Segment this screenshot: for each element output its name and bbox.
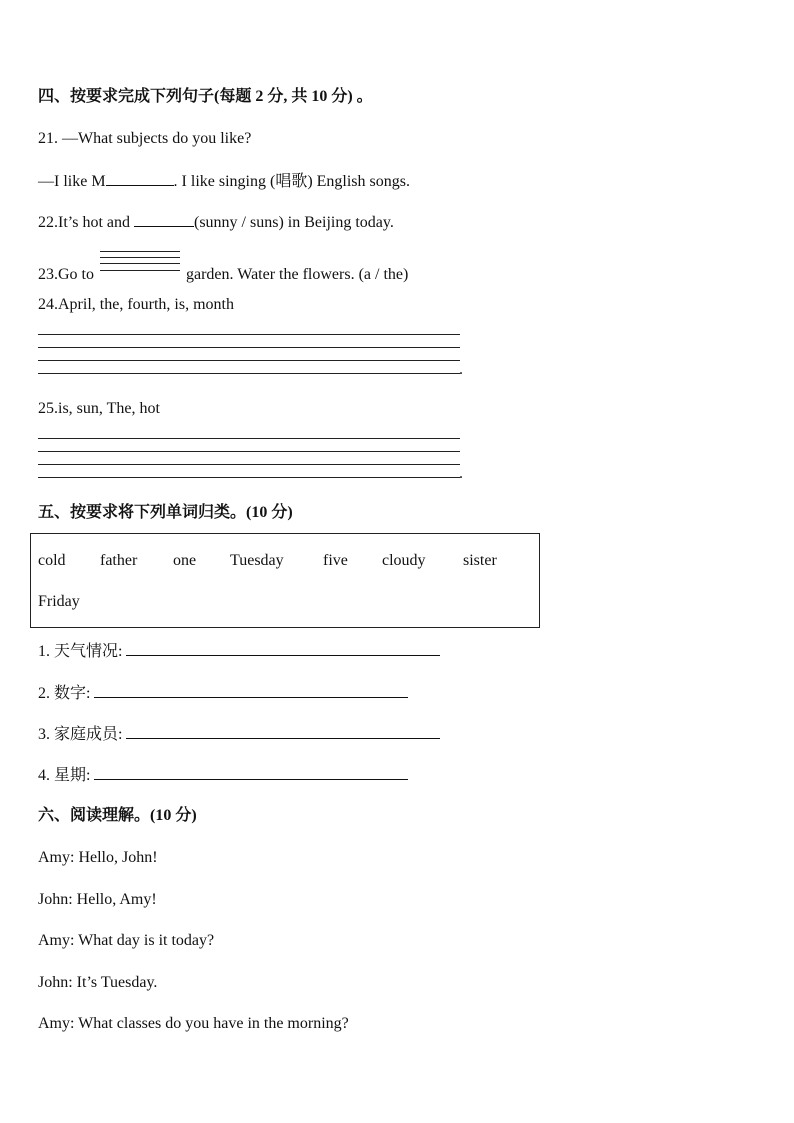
category-weather xyxy=(38,641,440,662)
question-23-text-b: garden. Water the flowers. (a / the) xyxy=(186,266,409,283)
category-label: 1. 天气情况: xyxy=(38,643,127,660)
word-one: one xyxy=(173,552,197,569)
word-friday: Friday xyxy=(38,593,80,610)
answer-line[interactable] xyxy=(38,347,460,348)
category-label: 2. 数字: xyxy=(38,685,95,702)
category-weekdays xyxy=(38,765,408,786)
answer-line[interactable] xyxy=(38,477,460,478)
dialogue-line: Amy: What classes do you have in the morning? xyxy=(38,1015,349,1032)
question-21-text-b: . I like singing (唱歌) English songs. xyxy=(173,173,410,190)
question-25: 25.is, sun, The, hot xyxy=(38,400,160,417)
word-sister: sister xyxy=(463,552,497,569)
question-22 xyxy=(38,212,394,233)
sentence-end-period: . xyxy=(459,361,463,378)
answer-line[interactable] xyxy=(38,360,460,361)
word-father: father xyxy=(100,552,138,569)
question-21-answer-line xyxy=(38,171,410,192)
dialogue-line: John: Hello, Amy! xyxy=(38,891,157,908)
question-22-text-b: (sunny / suns) in Beijing today. xyxy=(194,214,394,231)
answer-blank-stacked[interactable] xyxy=(100,259,180,285)
category-label: 4. 星期: xyxy=(38,767,95,784)
dialogue-line: John: It’s Tuesday. xyxy=(38,974,158,991)
question-23 xyxy=(38,259,408,285)
sentence-end-period: . xyxy=(459,465,463,482)
category-numbers xyxy=(38,683,408,704)
answer-line[interactable] xyxy=(38,464,460,465)
word-cold: cold xyxy=(38,552,66,569)
word-bank-box xyxy=(30,533,540,628)
question-21-prompt: 21. —What subjects do you like? xyxy=(38,130,252,147)
dialogue-line: Amy: What day is it today? xyxy=(38,932,215,949)
question-23-text-a: 23.Go to xyxy=(38,266,94,283)
answer-line[interactable] xyxy=(38,373,460,374)
answer-blank[interactable] xyxy=(106,171,174,186)
word-five: five xyxy=(323,552,348,569)
section-6-title: 六、阅读理解。(10 分) xyxy=(38,807,197,824)
answer-blank[interactable] xyxy=(134,212,194,227)
section-5-title: 五、按要求将下列单词归类。(10 分) xyxy=(38,504,293,521)
dialogue-line: Amy: Hello, John! xyxy=(38,849,158,866)
answer-blank[interactable] xyxy=(94,765,408,780)
answer-blank[interactable] xyxy=(126,724,440,739)
answer-blank[interactable] xyxy=(126,641,440,656)
question-21-text-a: —I like M xyxy=(38,173,106,190)
category-family xyxy=(38,724,440,745)
answer-line[interactable] xyxy=(38,451,460,452)
category-label: 3. 家庭成员: xyxy=(38,726,127,743)
word-tuesday: Tuesday xyxy=(230,552,284,569)
section-4-title: 四、按要求完成下列句子(每题 2 分, 共 10 分) 。 xyxy=(38,88,373,105)
question-24: 24.April, the, fourth, is, month xyxy=(38,296,234,313)
word-cloudy: cloudy xyxy=(382,552,426,569)
question-22-text-a: 22.It’s hot and xyxy=(38,214,134,231)
answer-line[interactable] xyxy=(38,334,460,335)
answer-line[interactable] xyxy=(38,438,460,439)
answer-blank[interactable] xyxy=(94,683,408,698)
